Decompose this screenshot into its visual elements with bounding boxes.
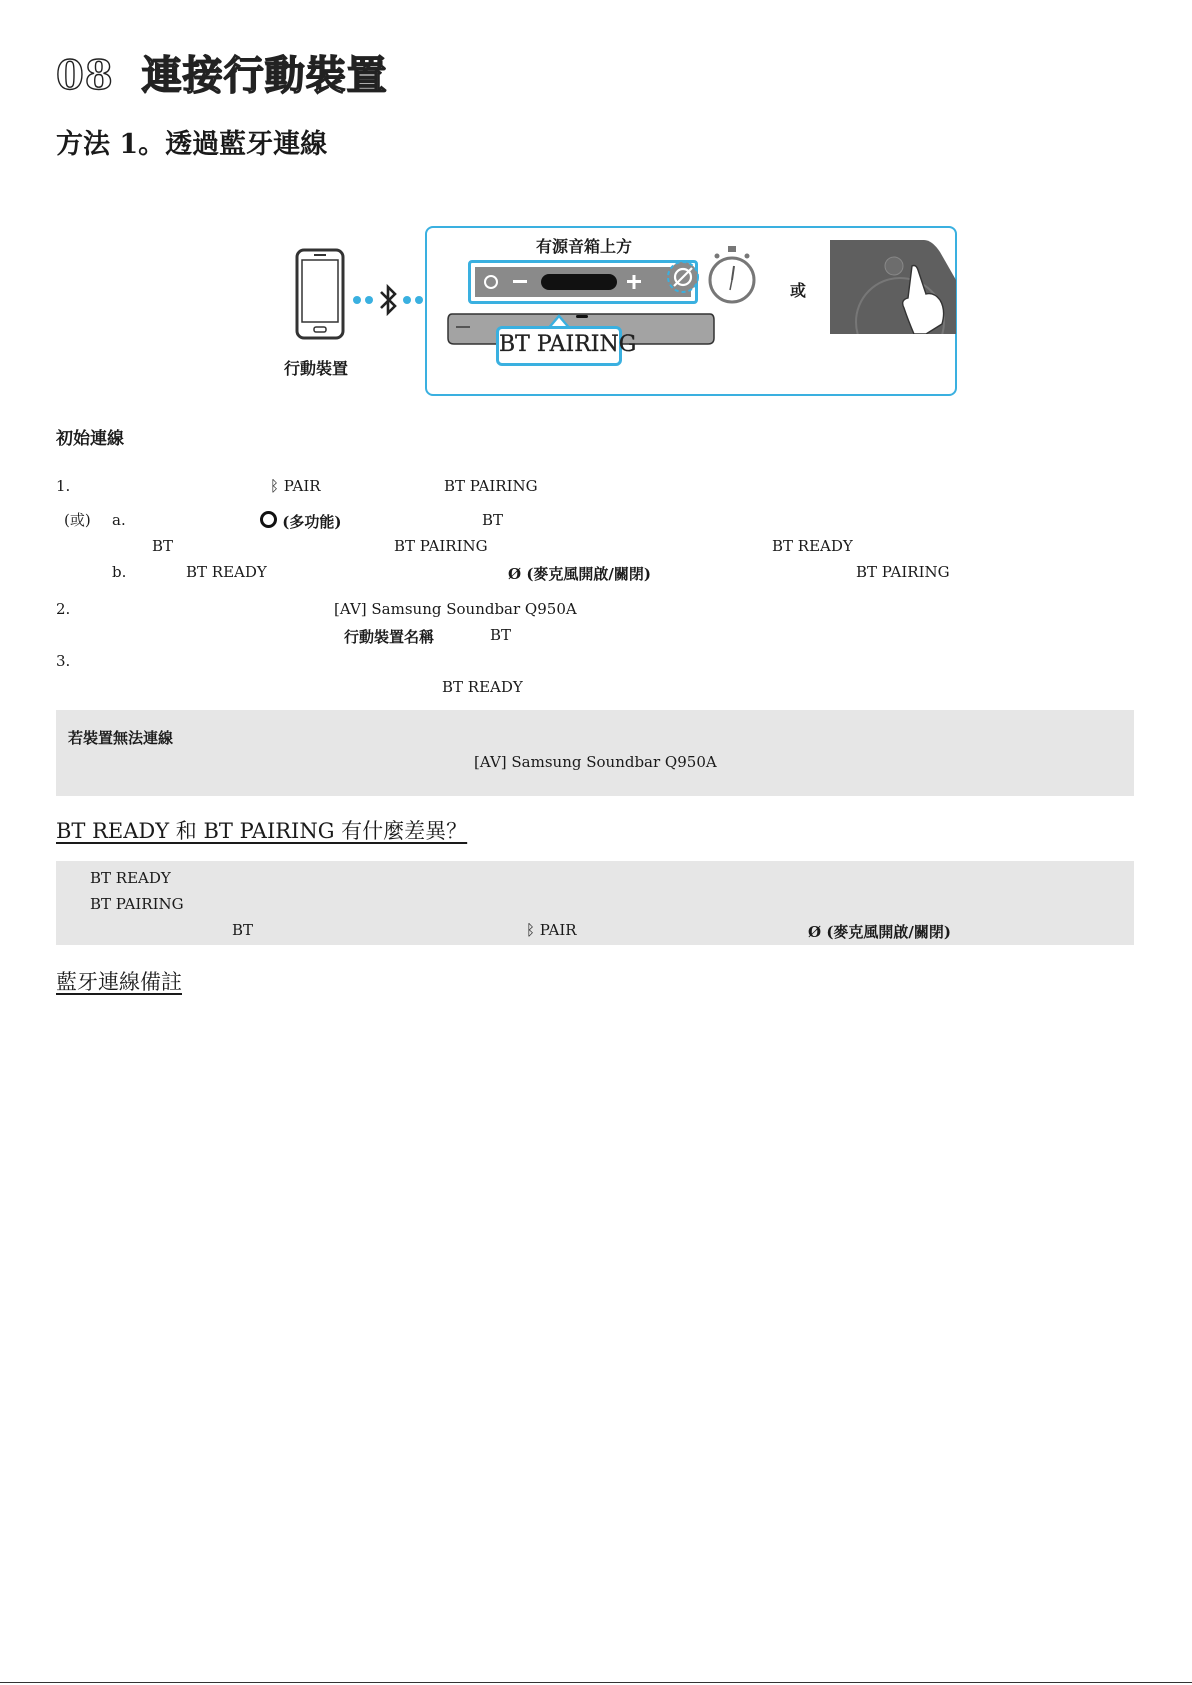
stopwatch-icon	[706, 244, 758, 306]
mic-onoff-icon: Ø	[808, 923, 822, 941]
footer-rule	[0, 1682, 1192, 1683]
difference-pairing: BT PAIRING	[90, 895, 184, 913]
cannot-connect-title: 若裝置無法連線	[68, 729, 174, 747]
line-a2-pairing: BT PAIRING	[394, 537, 488, 555]
bluetooth-icon: ᛒ	[270, 477, 280, 495]
step2b-bt: BT	[490, 626, 512, 644]
step1-number: 1.	[56, 477, 71, 495]
top-label: 有源音箱上方	[536, 237, 633, 256]
figure	[270, 222, 970, 402]
device-label: 行動裝置	[284, 359, 349, 378]
cannot-connect-box	[56, 710, 1134, 796]
difference-ready: BT READY	[90, 869, 171, 887]
sub-a-letter: a.	[112, 511, 126, 529]
difference-mic-label: (麥克風開啟/關閉)	[826, 923, 951, 941]
or-marker: (或)	[64, 511, 91, 529]
multi-function-label: (多功能)	[282, 513, 342, 531]
line-a2-ready: BT READY	[772, 537, 853, 555]
bluetooth-icon	[352, 282, 424, 318]
chapter-title-text: 連接行動裝置	[141, 52, 388, 99]
multi-function-icon	[260, 511, 277, 528]
step2-number: 2.	[56, 600, 71, 618]
mic-button-ref	[508, 563, 651, 584]
mic-onoff-icon[interactable]	[666, 260, 700, 294]
chapter-number: 08	[56, 52, 114, 99]
step1-display: BT PAIRING	[444, 477, 538, 495]
method-title: 方法 1。透過藍牙連線	[56, 129, 328, 160]
step2-device-name: [AV] Samsung Soundbar Q950A	[334, 600, 577, 618]
or-label: 或	[790, 281, 807, 300]
initial-heading: 初始連線	[56, 429, 124, 449]
notes-heading: 藍牙連線備註	[56, 970, 182, 994]
mic-onoff-icon: Ø	[508, 565, 522, 583]
line-b-ready: BT READY	[186, 563, 267, 581]
mic-label: (麥克風開啟/關閉)	[526, 565, 651, 583]
step3-number: 3.	[56, 652, 71, 670]
finger-press-icon	[830, 240, 956, 334]
sub-b-letter: b.	[112, 563, 127, 581]
phone-icon	[295, 248, 345, 340]
step2b-mobile-name: 行動裝置名稱	[344, 628, 435, 646]
difference-mic	[808, 921, 951, 942]
step1-pair	[270, 477, 321, 495]
difference-heading: BT READY 和 BT PAIRING 有什麼差異？	[56, 819, 468, 843]
bluetooth-icon: ᛒ	[526, 921, 536, 939]
chapter-title	[56, 44, 388, 101]
cannot-connect-device: [AV] Samsung Soundbar Q950A	[474, 753, 717, 771]
line-b-pairing: BT PAIRING	[856, 563, 950, 581]
difference-pair-label: PAIR	[539, 921, 577, 939]
control-icons	[475, 267, 691, 297]
difference-bt: BT	[232, 921, 254, 939]
sub-a-bt: BT	[482, 511, 504, 529]
difference-pair	[526, 921, 577, 939]
pair-label: PAIR	[283, 477, 321, 495]
control-panel	[468, 260, 698, 304]
display-readout: BT PAIRING	[496, 326, 622, 366]
difference-box	[56, 861, 1134, 945]
line-a2-bt: BT	[152, 537, 174, 555]
multi-function	[260, 511, 341, 532]
step3-ready: BT READY	[442, 678, 523, 696]
